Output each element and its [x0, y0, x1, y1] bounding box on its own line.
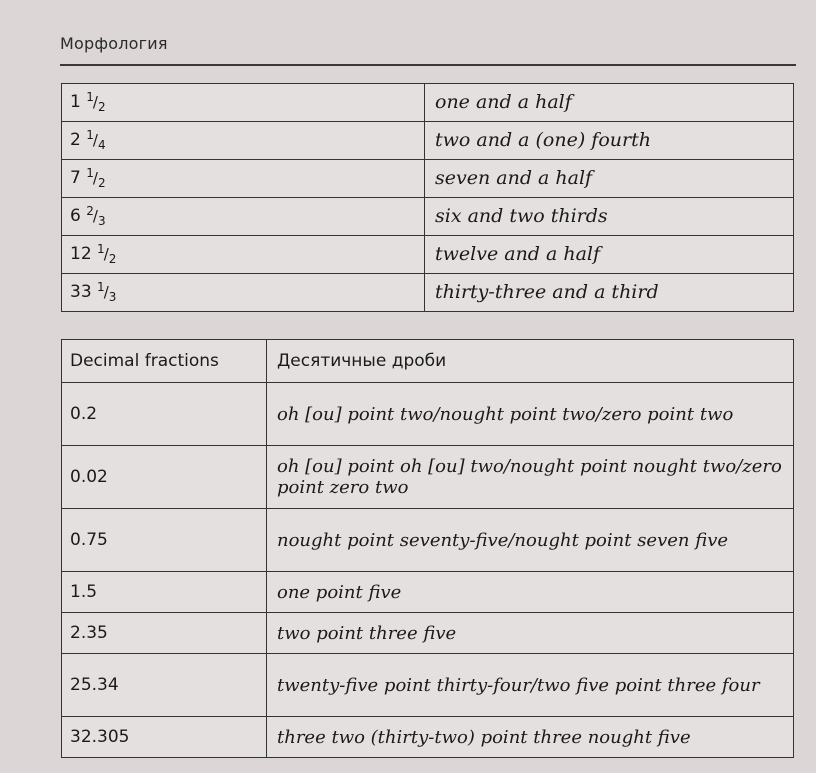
decimal-words: nought point seventy-five/nought point seven five — [267, 509, 794, 572]
denominator: 3 — [97, 213, 106, 228]
table-row — [62, 160, 794, 198]
table-row — [62, 446, 794, 509]
denominator: 2 — [97, 99, 106, 114]
whole-part: 7 — [70, 167, 81, 188]
table-row — [62, 198, 794, 236]
fraction-words: twelve and a half — [425, 236, 794, 274]
denominator: 3 — [108, 289, 117, 304]
fraction-part: 1/2 — [86, 89, 106, 114]
running-head: Морфология — [60, 34, 168, 53]
decimal-words: oh [ou] point two/nought point two/zero point two — [267, 383, 794, 446]
table-row — [62, 122, 794, 160]
table-header-row — [62, 340, 794, 383]
decimal-words: oh [ou] point oh [ou] two/nought point nought two/zero point zero two — [267, 446, 794, 509]
numerator: 1 — [97, 279, 105, 294]
decimal-number: 1.5 — [62, 572, 267, 613]
table-row — [62, 717, 794, 758]
decimal-number: 25.34 — [62, 654, 267, 717]
fraction-number — [62, 274, 425, 312]
fractions-table — [61, 83, 794, 312]
fraction-number — [62, 122, 425, 160]
whole-part: 12 — [70, 243, 92, 264]
whole-part: 33 — [70, 281, 92, 302]
fraction-number — [62, 236, 425, 274]
decimal-number: 32.305 — [62, 717, 267, 758]
fraction-words: thirty-three and a third — [425, 274, 794, 312]
numerator: 1 — [86, 127, 94, 142]
fraction-words: one and a half — [425, 84, 794, 122]
decimal-number: 2.35 — [62, 613, 267, 654]
table-row — [62, 654, 794, 717]
header-rule — [60, 64, 796, 66]
fraction-number — [62, 160, 425, 198]
denominator: 2 — [108, 251, 117, 266]
decimal-words: three two (thirty-two) point three nought five — [267, 717, 794, 758]
decimal-words: one point five — [267, 572, 794, 613]
numerator: 2 — [86, 203, 94, 218]
table-row — [62, 509, 794, 572]
table-row — [62, 236, 794, 274]
denominator: 4 — [97, 137, 106, 152]
table-row — [62, 572, 794, 613]
numerator: 1 — [86, 165, 94, 180]
numerator: 1 — [86, 89, 94, 104]
fraction-part: 1/2 — [97, 241, 117, 266]
table-row — [62, 84, 794, 122]
decimal-number: 0.75 — [62, 509, 267, 572]
fraction-words: seven and a half — [425, 160, 794, 198]
table-row — [62, 383, 794, 446]
fraction-part: 1/2 — [86, 165, 106, 190]
decimal-words: twenty-five point thirty-four/two five point three four — [267, 654, 794, 717]
numerator: 1 — [97, 241, 105, 256]
decimals-table — [61, 339, 794, 758]
fraction-words: six and two thirds — [425, 198, 794, 236]
fraction-part: 2/3 — [86, 203, 106, 228]
column-header-decimal-fractions: Decimal fractions — [62, 340, 267, 383]
denominator: 2 — [97, 175, 106, 190]
column-header-russian: Десятичные дроби — [267, 340, 794, 383]
fraction-part: 1/4 — [86, 127, 106, 152]
whole-part: 6 — [70, 205, 81, 226]
fraction-number — [62, 84, 425, 122]
table-row — [62, 274, 794, 312]
fraction-number — [62, 198, 425, 236]
fraction-part: 1/3 — [97, 279, 117, 304]
decimal-number: 0.2 — [62, 383, 267, 446]
table-row — [62, 613, 794, 654]
decimal-words: two point three five — [267, 613, 794, 654]
fraction-words: two and a (one) fourth — [425, 122, 794, 160]
decimal-number: 0.02 — [62, 446, 267, 509]
whole-part: 2 — [70, 129, 81, 150]
whole-part: 1 — [70, 91, 81, 112]
